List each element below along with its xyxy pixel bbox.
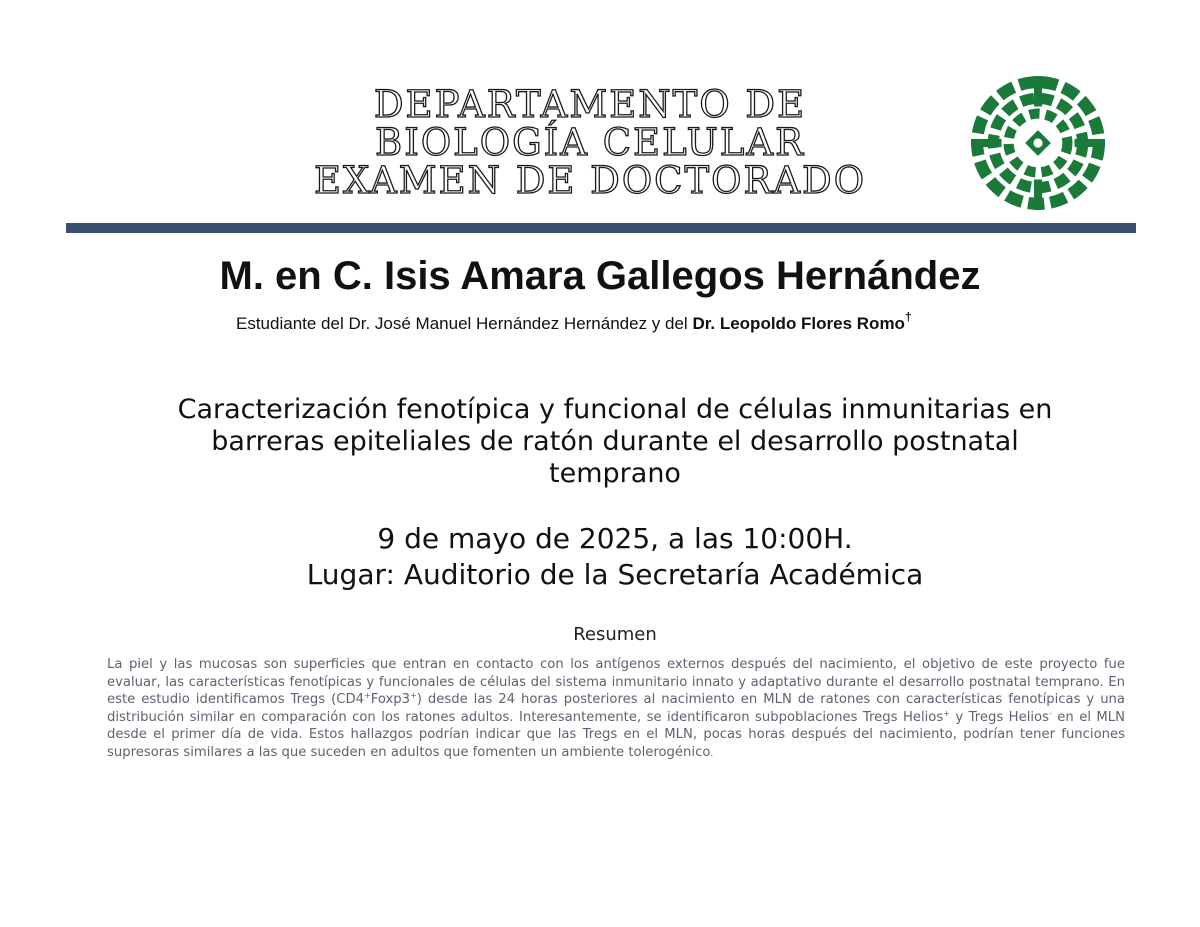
abstract-sup-2: + — [410, 691, 417, 700]
event-date: 9 de mayo de 2025, a las 10:00H. — [377, 522, 853, 555]
abstract-heading: Resumen — [573, 624, 657, 645]
abstract-part-1: La piel y las mucosas son superficies que entran en contacto con los antígenos externos después del nacimiento, el objetivo de este proyecto fue evaluar, las características fenotípicas y funcionales de células del sistema inmunitario innato y adaptativo durante el desarrollo postnatal temprano. En este estudio identificamos Tregs (CD4 — [107, 657, 1125, 707]
header-line-department: DEPARTAMENTO DE — [373, 83, 807, 126]
header-line-exam: EXAMEN DE DOCTORADO — [313, 159, 867, 202]
cinvestav-logo-icon — [967, 72, 1109, 214]
abstract-sup-1: + — [364, 691, 371, 700]
header-line-biology: BIOLOGÍA CELULAR — [375, 121, 805, 164]
thesis-title — [130, 394, 1100, 490]
thesis-title-line-2: barreras epiteliales de ratón durante el desarrollo postnatal — [211, 426, 1019, 457]
thesis-title-line-1: Caracterización fenotípica y funcional de células inmunitarias en — [177, 394, 1053, 425]
abstract-text — [107, 656, 1125, 763]
department-header — [300, 83, 880, 202]
abstract-part-2: Foxp3 — [370, 692, 411, 707]
event-details — [0, 521, 1200, 593]
advisor-prefix: Estudiante del Dr. José Manuel Hernández Hernández y del — [236, 314, 693, 333]
event-place: Lugar: Auditorio de la Secretaría Académica — [306, 558, 924, 591]
header-divider — [66, 223, 1136, 233]
abstract-part-3: ) desde las 24 horas posteriores al nacimiento en MLN de ratones con características fenotípicas y una distribución similar en comparación con los ratones adultos. Interesantemente, se identificaron subpoblaciones Tregs Helios — [107, 692, 1125, 725]
deceased-mark: † — [904, 310, 912, 324]
abstract-part-4: y Tregs Helios — [949, 709, 1049, 725]
thesis-title-line-3: temprano — [549, 458, 681, 489]
advisor-second-name: Dr. Leopoldo Flores Romo — [692, 314, 905, 333]
abstract-sup-3: + — [943, 708, 950, 718]
advisor-line — [236, 310, 1036, 334]
abstract-part-5: en el MLN desde el primer día de vida. Estos hallazgos podrían indicar que las Tregs en el MLN, pocas horas después del nacimiento, podrían tener funciones supresoras similares a las que suceden en adultos que fomenten un ambiente tolerogénico — [107, 709, 1126, 760]
abstract-sup-4: - — [1048, 708, 1052, 718]
abstract-end: . — [710, 748, 714, 759]
candidate-name: M. en C. Isis Amara Gallegos Hernández — [219, 254, 981, 298]
